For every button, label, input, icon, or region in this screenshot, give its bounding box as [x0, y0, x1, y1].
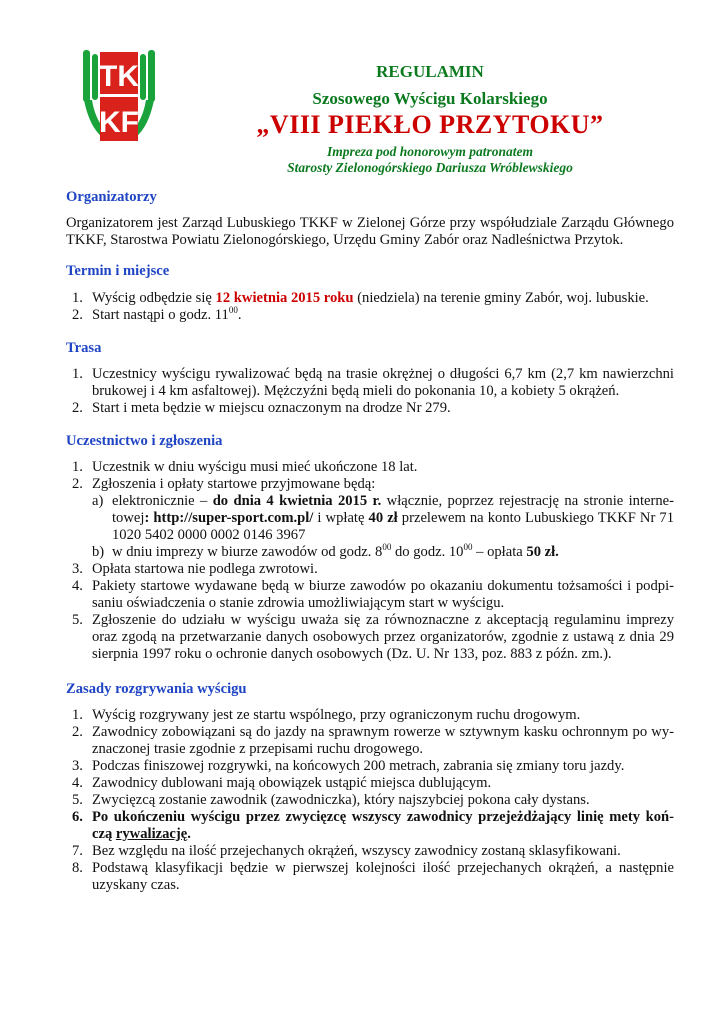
list-number: 3.: [72, 758, 83, 774]
list-item: 2. Start i meta będzie w miejscu oznaczonym na drodze Nr 279.: [72, 400, 451, 416]
list-number: 2.: [72, 724, 83, 740]
document-subtitle: Szosowego Wyścigu Kolarskiego: [312, 89, 548, 108]
list-number: 2.: [72, 400, 83, 416]
registration-link[interactable]: : http://super-sport.com.pl/: [144, 510, 314, 526]
sub-item-onsite: b) w dniu imprezy w biurze zawodów od godz. $8^{00}$ do godz. $10^{00}$ – opłata 50 zł.: [92, 542, 559, 560]
list-item: 4. Pakiety startowe wydawane będą w biurze zawodów po okazaniu dokumentu tożsamości i podpi-saniu oświadczenia o stanie zdrowia umożliwiającym start w wyścigu.: [72, 578, 674, 611]
list-item: 3. Opłata startowa nie podlega zwrotowi.: [72, 561, 318, 577]
list-item: 1. Uczestnicy wyścigu rywalizować będą na trasie okrężnej o długości 6,7 km (2,7 km nawierzchni brukowej i 4 km asfaltowej). Mężczyźni będą mieli do pokonania 10, a kobiety 5 okrążeń.: [72, 366, 674, 399]
tkkf-logo: [80, 50, 158, 145]
list-number: 5.: [72, 612, 83, 628]
section-heading-term: Termin i miejsce: [66, 263, 170, 279]
list-number: 4.: [72, 578, 83, 594]
list-item: 2. Zgłoszenia i opłaty startowe przyjmowane będą:: [72, 476, 376, 492]
list-item: 8. Podstawą klasyfikacji będzie w pierwszej kolejności ilość przejechanych okrążeń, a następnie uzyskany czas.: [72, 860, 674, 893]
onsite-fee: 50 zł.: [526, 544, 559, 560]
list-item: 4. Zawodnicy dublowani mają obowiązek ustąpić miejsca dublującym.: [72, 775, 492, 791]
list-number: 4.: [72, 775, 83, 791]
list-item: 1. Wyścig odbędzie się 12 kwietnia 2015 roku (niedziela) na terenie gminy Zabór, woj. lubuskie.: [72, 290, 649, 306]
list-number: 1.: [72, 366, 83, 382]
list-number: 6.: [72, 809, 83, 825]
logo-text-bottom: KF: [99, 106, 139, 139]
event-name: „VIII PIEKŁO PRZYTOKU”: [256, 110, 604, 139]
document-title: REGULAMIN: [376, 62, 484, 81]
list-item: 3. Podczas finiszowej rozgrywki, na końcowych 200 metrach, zabrania się zmiany toru jazdy.: [72, 758, 625, 774]
event-date: 12 kwietnia 2015 roku: [215, 290, 354, 306]
list-number: 8.: [72, 860, 83, 876]
registration-deadline: do dnia 4 kwietnia 2015 r.: [212, 493, 382, 509]
list-item: 5. Zwycięzcą zostanie zawodnik (zawodniczka), który najszybciej pokona cały dystans.: [72, 792, 590, 808]
list-number: 3.: [72, 561, 83, 577]
section-heading-route: Trasa: [66, 340, 102, 356]
list-item: 5. Zgłoszenie do udziału w wyścigu uważa się za równoznaczne z akceptacją regulaminu imprezy oraz zgodą na przetwarzanie danych osobowych przez organizatorów, zgodnie z ustawą z dnia 29 sierpnia 1997 roku o ochronie danych osobowych (Dz. U. Nr 133, poz. 883 z późn. zm.).: [72, 612, 674, 662]
list-number: 1.: [72, 290, 83, 306]
list-number: 1.: [72, 459, 83, 475]
term-list: [66, 290, 674, 324]
list-item: 1. Uczestnik w dniu wyścigu musi mieć ukończone 18 lat.: [72, 459, 418, 475]
route-list: [66, 366, 674, 417]
rules-list: [66, 707, 674, 894]
list-number: 1.: [72, 707, 83, 723]
sub-item-letter: b): [92, 544, 105, 560]
online-fee: 40 zł: [368, 510, 398, 526]
list-item: 2. Zawodnicy zobowiązani są do jazdy na sprawnym rowerze w sztywnym kasku ochronnym po wy-znaczonej trasie zgodnie z przepisami ruchu drogowego.: [72, 724, 674, 757]
logo-text-top: TK: [99, 60, 139, 93]
sub-item-online: a) elektronicznie – do dnia 4 kwietnia 2015 r. włącznie, poprzez rejestrację na stronie interne-towej: http://super-sport.com.pl/ i wpłatę 40 zł przelewem na konto Lubuskiego TKKF Nr 71 1020 5402 0000 0002 0146 3967: [92, 493, 674, 543]
section-heading-participation: Uczestnictwo i zgłoszenia: [66, 433, 223, 449]
section-heading-rules: Zasady rozgrywania wyścigu: [66, 681, 247, 697]
list-item: 7. Bez względu na ilość przejechanych okrążeń, wszyscy zawodnicy zostaną sklasyfikowani.: [72, 843, 621, 859]
list-number: 2.: [72, 307, 83, 323]
list-number: 7.: [72, 843, 83, 859]
section-heading-organizers: Organizatorzy: [66, 189, 157, 205]
patronage-line-1: Impreza pod honorowym patronatem: [327, 144, 533, 159]
patronage-line-2: Starosty Zielonogórskiego Dariusza Wróblewskiego: [287, 160, 573, 175]
list-item: 1. Wyścig rozgrywany jest ze startu wspólnego, przy ograniczonym ruchu drogowym.: [72, 707, 581, 723]
list-item: 6. Po ukończeniu wyścigu przez zwycięzcę wszyscy zawodnicy przejeżdżający linię mety koń-czą rywalizację.: [72, 809, 674, 842]
list-number: 5.: [72, 792, 83, 808]
organizers-text: Organizatorem jest Zarząd Lubuskiego TKKF w Zielonej Górze przy współudziale Zarządu Głównego TKKF, Starostwa Powiatu Zielonogórskiego, Urzędu Gminy Zabór oraz Nadleśnictwa Przytok.: [66, 215, 674, 248]
participation-list: [66, 459, 674, 663]
list-item: 2. Start nastąpi o godz. $11^{00}$.: [72, 305, 242, 323]
list-number: 2.: [72, 476, 83, 492]
sub-item-letter: a): [92, 493, 104, 509]
